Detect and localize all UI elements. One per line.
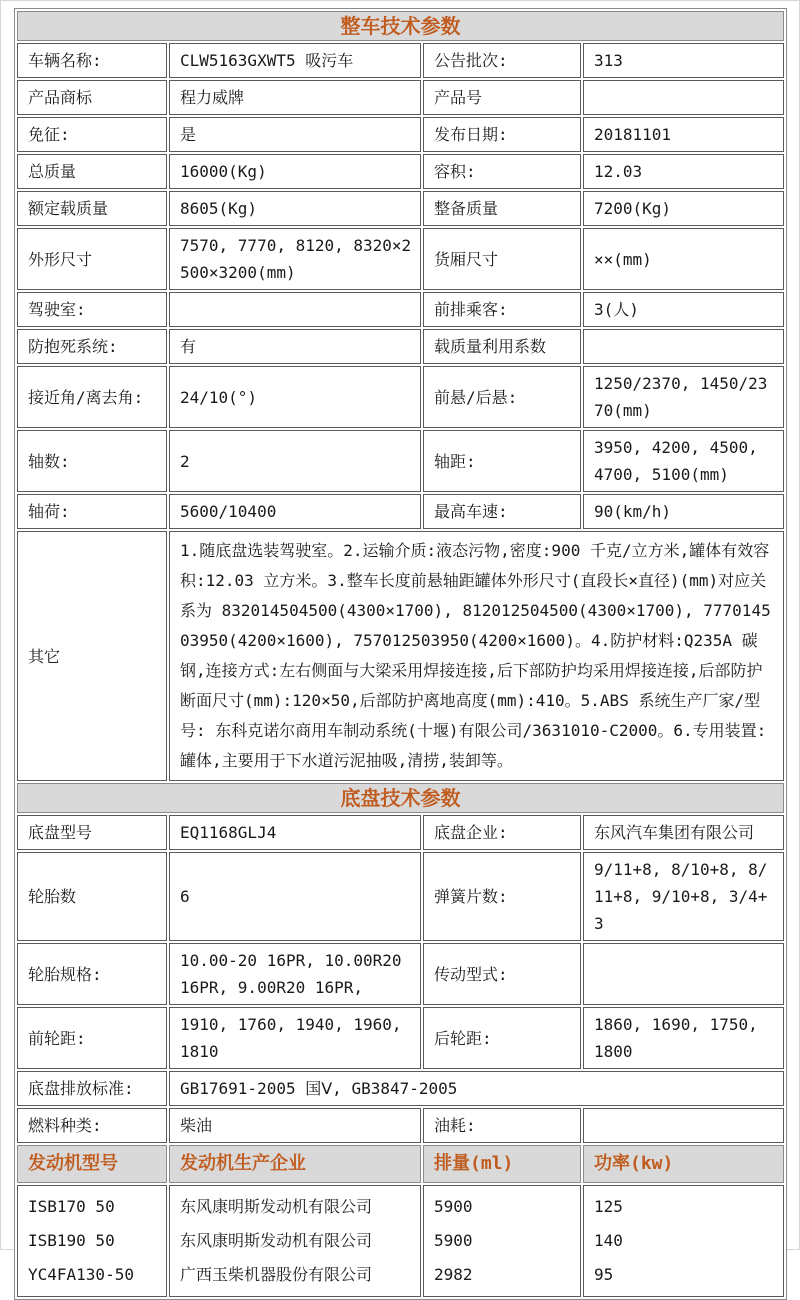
engine-manufacturer-column [169, 1185, 421, 1297]
param-label: 外形尺寸 [17, 228, 167, 290]
param-value: 20181101 [583, 117, 784, 152]
param-value [169, 292, 421, 327]
param-value: 16000(Kg) [169, 154, 421, 189]
param-label: 前排乘客: [423, 292, 581, 327]
table-row [17, 1007, 784, 1069]
section-title-chassis: 底盘技术参数 [17, 783, 784, 813]
param-value: 程力威牌 [169, 80, 421, 115]
table-row [17, 117, 784, 152]
param-value-consumption [583, 1108, 784, 1143]
table-row [17, 943, 784, 1005]
section-title-vehicle: 整车技术参数 [17, 11, 784, 41]
engine-displacement-column [423, 1185, 581, 1297]
table-row-fuel [17, 1108, 784, 1143]
param-label: 底盘型号 [17, 815, 167, 850]
engine-power: 125 [594, 1197, 623, 1216]
param-value: 90(km/h) [583, 494, 784, 529]
table-row [17, 154, 784, 189]
engine-col-header-model: 发动机型号 [17, 1145, 167, 1183]
engine-col-header-power: 功率(kw) [583, 1145, 784, 1183]
param-value: 9/11+8, 8/10+8, 8/11+8, 9/10+8, 3/4+3 [583, 852, 784, 941]
param-label: 传动型式: [423, 943, 581, 1005]
engine-model: YC4FA130-50 [28, 1265, 134, 1284]
engine-power: 95 [594, 1265, 614, 1284]
section-header-vehicle [17, 11, 784, 41]
param-value: EQ1168GLJ4 [169, 815, 421, 850]
param-label: 免征: [17, 117, 167, 152]
engine-displacement: 5900 [434, 1231, 473, 1250]
param-label: 后轮距: [423, 1007, 581, 1069]
param-label: 总质量 [17, 154, 167, 189]
param-label-emission: 底盘排放标准: [17, 1071, 167, 1106]
table-row [17, 366, 784, 428]
table-row-emission [17, 1071, 784, 1106]
param-label: 公告批次: [423, 43, 581, 78]
param-value-fuel: 柴油 [169, 1108, 421, 1143]
param-label: 弹簧片数: [423, 852, 581, 941]
param-label: 防抱死系统: [17, 329, 167, 364]
engine-model: ISB190 50 [28, 1231, 115, 1250]
table-row [17, 494, 784, 529]
engine-power: 140 [594, 1231, 623, 1250]
table-row [17, 43, 784, 78]
param-value: 7200(Kg) [583, 191, 784, 226]
engine-manufacturer: 东风康明斯发动机有限公司 [180, 1231, 373, 1250]
table-row [17, 852, 784, 941]
engine-header-row [17, 1145, 784, 1183]
param-label: 最高车速: [423, 494, 581, 529]
engine-manufacturer: 广西玉柴机器股份有限公司 [180, 1265, 373, 1284]
table-row [17, 329, 784, 364]
param-value-emission: GB17691-2005 国Ⅴ, GB3847-2005 [169, 1071, 784, 1106]
table-row [17, 80, 784, 115]
param-value: 24/10(°) [169, 366, 421, 428]
engine-displacement: 2982 [434, 1265, 473, 1284]
param-value [583, 329, 784, 364]
param-value: CLW5163GXWT5 吸污车 [169, 43, 421, 78]
param-value: 有 [169, 329, 421, 364]
param-label: 额定载质量 [17, 191, 167, 226]
param-value [583, 80, 784, 115]
param-value: 3950, 4200, 4500, 4700, 5100(mm) [583, 430, 784, 492]
param-label: 发布日期: [423, 117, 581, 152]
engine-body-row [17, 1185, 784, 1297]
param-value: 1910, 1760, 1940, 1960, 1810 [169, 1007, 421, 1069]
param-value-other-notes: 1.随底盘选装驾驶室。2.运输介质:液态污物,密度:900 千克/立方米,罐体有效容积:12.03 立方米。3.整车长度前悬轴距罐体外形尺寸(直段长×直径)(mm)对应关系为 832014504500(4300×1700), 812012504500(4300×1700), 777014503950(4200×1600), 757012503950(4200×1600)。4.防护材料:Q235A 碳钢,连接方式:左右侧面与大梁采用焊接连接,后下部防护均采用焊接连接,后部防护断面尺寸(mm):120×50,后部防护离地高度(mm):410。5.ABS 系统生产厂家/型号: 东科克诺尔商用车制动系统(十堰)有限公司/3631010-C2000。6.专用装置:罐体,主要用于下水道污泥抽吸,清捞,装卸等。 [169, 531, 784, 781]
param-value: 8605(Kg) [169, 191, 421, 226]
param-label: 轴距: [423, 430, 581, 492]
param-value: 是 [169, 117, 421, 152]
param-value: 6 [169, 852, 421, 941]
param-value: 东风汽车集团有限公司 [583, 815, 784, 850]
table-row [17, 430, 784, 492]
param-label-fuel: 燃料种类: [17, 1108, 167, 1143]
engine-displacement: 5900 [434, 1197, 473, 1216]
param-label: 轮胎规格: [17, 943, 167, 1005]
param-value: ××(mm) [583, 228, 784, 290]
param-label: 产品号 [423, 80, 581, 115]
engine-col-header-displacement: 排量(ml) [423, 1145, 581, 1183]
engine-model-column [17, 1185, 167, 1297]
spec-table [14, 8, 787, 1300]
param-value: 2 [169, 430, 421, 492]
table-row-other [17, 531, 784, 781]
param-label: 载质量利用系数 [423, 329, 581, 364]
engine-col-header-manufacturer: 发动机生产企业 [169, 1145, 421, 1183]
param-label: 前轮距: [17, 1007, 167, 1069]
param-value: 313 [583, 43, 784, 78]
param-value: 3(人) [583, 292, 784, 327]
engine-model: ISB170 50 [28, 1197, 115, 1216]
param-label: 接近角/离去角: [17, 366, 167, 428]
param-label-other: 其它 [17, 531, 167, 781]
param-value: 12.03 [583, 154, 784, 189]
param-label: 前悬/后悬: [423, 366, 581, 428]
param-label: 产品商标 [17, 80, 167, 115]
param-label: 底盘企业: [423, 815, 581, 850]
param-value: 10.00-20 16PR, 10.00R20 16PR, 9.00R20 16PR, [169, 943, 421, 1005]
param-label: 货厢尺寸 [423, 228, 581, 290]
param-label: 驾驶室: [17, 292, 167, 327]
param-label: 轴荷: [17, 494, 167, 529]
param-label-consumption: 油耗: [423, 1108, 581, 1143]
param-label: 容积: [423, 154, 581, 189]
engine-manufacturer: 东风康明斯发动机有限公司 [180, 1197, 373, 1216]
param-value: 7570, 7770, 8120, 8320×2500×3200(mm) [169, 228, 421, 290]
param-label: 轮胎数 [17, 852, 167, 941]
section-header-chassis [17, 783, 784, 813]
param-label: 车辆名称: [17, 43, 167, 78]
table-row [17, 228, 784, 290]
table-row [17, 292, 784, 327]
param-label: 轴数: [17, 430, 167, 492]
param-value: 1250/2370, 1450/2370(mm) [583, 366, 784, 428]
param-value: 1860, 1690, 1750, 1800 [583, 1007, 784, 1069]
param-value [583, 943, 784, 1005]
table-row [17, 815, 784, 850]
param-label: 整备质量 [423, 191, 581, 226]
param-value: 5600/10400 [169, 494, 421, 529]
table-row [17, 191, 784, 226]
engine-power-column [583, 1185, 784, 1297]
